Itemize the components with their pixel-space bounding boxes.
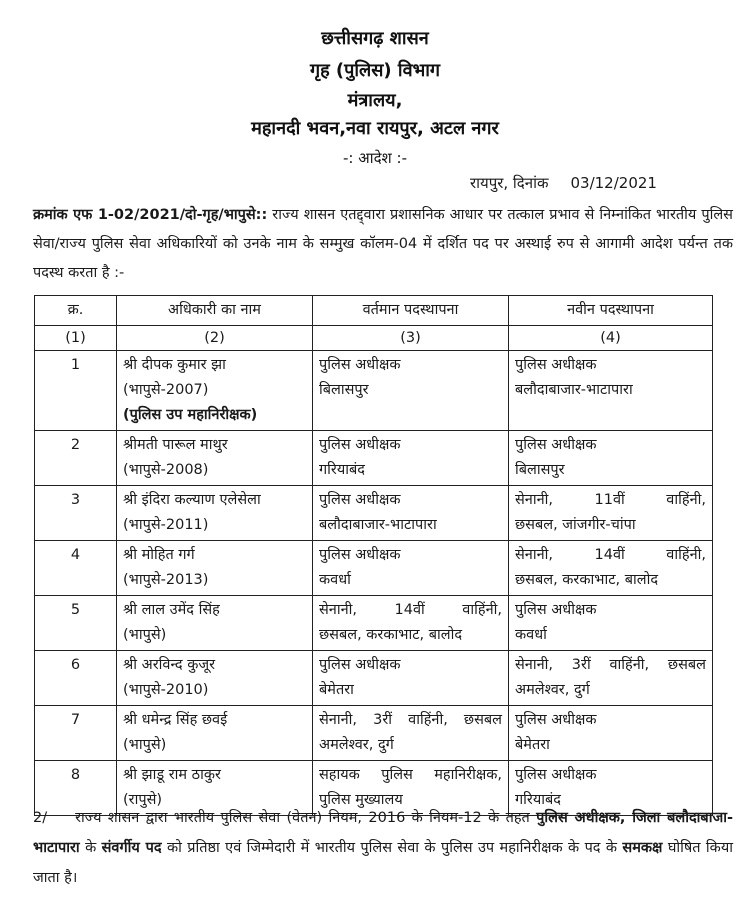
dateline-place: रायपुर, दिनांक bbox=[470, 174, 549, 192]
current-posting-cell bbox=[313, 596, 509, 651]
current-location: छसबल, करकाभाट, बालोद bbox=[319, 627, 463, 643]
paragraph-number: 2/ bbox=[33, 810, 48, 826]
current-post: सहायक पुलिस महानिरीक्षक, bbox=[319, 767, 502, 783]
new-location: कवर्धा bbox=[515, 627, 547, 643]
serial-cell: 4 bbox=[35, 541, 117, 596]
new-post: पुलिस अधीक्षक bbox=[515, 602, 597, 618]
officer-name: श्री झाडू राम ठाकुर bbox=[123, 767, 221, 783]
new-posting-cell bbox=[509, 431, 713, 486]
dateline bbox=[470, 173, 657, 193]
new-location: अमलेश्वर, दुर्ग bbox=[515, 682, 590, 698]
officer-cell bbox=[117, 706, 313, 761]
officer-name: श्री दीपक कुमार झा bbox=[123, 357, 226, 373]
new-post: सेनानी, 11वीं वाहिंनी, bbox=[515, 492, 706, 508]
serial-cell: 8 bbox=[35, 761, 117, 816]
officer-cell bbox=[117, 596, 313, 651]
current-posting-cell bbox=[313, 431, 509, 486]
officer-batch: (भापुसे-2010) bbox=[123, 682, 209, 698]
officer-name: श्री इंदिरा कल्याण एलेसेला bbox=[123, 492, 261, 508]
new-post: पुलिस अधीक्षक bbox=[515, 437, 597, 453]
new-post: पुलिस अधीक्षक bbox=[515, 767, 597, 783]
officer-cell bbox=[117, 651, 313, 706]
current-location: बलौदाबाजार-भाटापारा bbox=[319, 517, 437, 533]
table-row bbox=[35, 596, 713, 651]
new-posting-cell bbox=[509, 486, 713, 541]
serial-cell: 3 bbox=[35, 486, 117, 541]
column-number: (3) bbox=[313, 326, 509, 351]
column-number: (1) bbox=[35, 326, 117, 351]
order-reference-number: क्रमांक एफ 1-02/2021/दो-गृह/भापुसे:: bbox=[33, 207, 268, 223]
header-officer-name: अधिकारी का नाम bbox=[117, 296, 313, 326]
table-row bbox=[35, 431, 713, 486]
new-location: बिलासपुर bbox=[515, 462, 565, 478]
officer-name: श्री लाल उमेंद सिंह bbox=[123, 602, 220, 618]
new-post: सेनानी, 14वीं वाहिंनी, bbox=[515, 547, 706, 563]
current-post: सेनानी, 14वीं वाहिंनी, bbox=[319, 602, 502, 618]
paragraph-2-text-3: को प्रतिष्ठा एवं जिम्मेदारी में भारतीय पुलिस सेवा के पुलिस उप महानिरीक्षक के पद के bbox=[161, 840, 623, 856]
paragraph-2-bold-1: पुलिस अधीक्षक, जिला बलौदाबाजा-भाटापारा bbox=[33, 810, 733, 856]
new-location: छसबल, जांजगीर-चांपा bbox=[515, 517, 636, 533]
current-posting-cell bbox=[313, 486, 509, 541]
new-post: सेनानी, 3रीं वाहिंनी, छसबल bbox=[515, 657, 706, 673]
table-row bbox=[35, 486, 713, 541]
paragraph-2-bold-2: संवर्गीय पद bbox=[101, 840, 162, 856]
officer-batch: (भापुसे) bbox=[123, 737, 167, 753]
officer-cell bbox=[117, 351, 313, 431]
current-location: कवर्धा bbox=[319, 572, 351, 588]
current-location: बेमेतरा bbox=[319, 682, 354, 698]
officer-cell bbox=[117, 431, 313, 486]
header-government: छत्तीसगढ़ शासन bbox=[321, 28, 429, 49]
new-post: पुलिस अधीक्षक bbox=[515, 357, 597, 373]
officer-name: श्री अरविन्द कुजूर bbox=[123, 657, 216, 673]
header-address: महानदी भवन,नवा रायपुर, अटल नगर bbox=[251, 118, 499, 139]
serial-cell: 1 bbox=[35, 351, 117, 431]
header-current-posting: वर्तमान पदस्थापना bbox=[313, 296, 509, 326]
officer-batch: (भापुसे-2011) bbox=[123, 517, 209, 533]
officer-batch: (भापुसे-2008) bbox=[123, 462, 209, 478]
current-location: बिलासपुर bbox=[319, 382, 369, 398]
current-post: पुलिस अधीक्षक bbox=[319, 357, 401, 373]
posting-table bbox=[34, 295, 713, 816]
new-posting-cell bbox=[509, 596, 713, 651]
new-location: बलौदाबाजार-भाटापारा bbox=[515, 382, 633, 398]
new-posting-cell bbox=[509, 351, 713, 431]
table-header-row bbox=[35, 296, 713, 326]
current-posting-cell bbox=[313, 706, 509, 761]
order-paragraph-1-text: राज्य शासन एतद्द्वारा प्रशासनिक आधार पर तत्काल प्रभाव से निम्नांकित भारतीय पुलिस सेवा/राज्य पुलिस सेवा अधिकारियों को उनके नाम के सम्मुख कॉलम-04 में दर्शित पद पर अस्थाई रुप से आगामी आदेश पर्यन्त तक पदस्थ करता है :- bbox=[33, 207, 733, 281]
header-ministry: मंत्रालय, bbox=[347, 90, 403, 111]
new-posting-cell bbox=[509, 541, 713, 596]
paragraph-2-bold-3: समकक्ष bbox=[622, 840, 663, 856]
new-post: पुलिस अधीक्षक bbox=[515, 712, 597, 728]
dateline-date: 03/12/2021 bbox=[570, 174, 657, 192]
current-post: पुलिस अधीक्षक bbox=[319, 657, 401, 673]
current-post: सेनानी, 3रीं वाहिंनी, छसबल bbox=[319, 712, 502, 728]
serial-cell: 7 bbox=[35, 706, 117, 761]
table-row bbox=[35, 541, 713, 596]
column-number: (4) bbox=[509, 326, 713, 351]
officer-batch: (भापुसे-2007) bbox=[123, 382, 209, 398]
officer-cell bbox=[117, 486, 313, 541]
officer-batch: (भापुसे) bbox=[123, 627, 167, 643]
header-new-posting: नवीन पदस्थापना bbox=[509, 296, 713, 326]
new-posting-cell bbox=[509, 651, 713, 706]
current-post: पुलिस अधीक्षक bbox=[319, 492, 401, 508]
header-order-title: -: आदेश :- bbox=[343, 149, 407, 167]
current-location: पुलिस मुख्यालय bbox=[319, 792, 403, 808]
serial-cell: 5 bbox=[35, 596, 117, 651]
table-row bbox=[35, 351, 713, 431]
paragraph-2-text-1: राज्य शासन द्वारा भारतीय पुलिस सेवा (वेतन) नियम, 2016 के नियम-12 के तहत bbox=[75, 810, 537, 826]
officer-cell bbox=[117, 541, 313, 596]
new-posting-cell bbox=[509, 706, 713, 761]
header-serial: क्र. bbox=[35, 296, 117, 326]
officer-batch: (रापुसे) bbox=[123, 792, 163, 808]
officer-rank-note: (पुलिस उप महानिरीक्षक) bbox=[123, 407, 258, 423]
new-location: बेमेतरा bbox=[515, 737, 550, 753]
officer-batch: (भापुसे-2013) bbox=[123, 572, 209, 588]
new-location: गरियाबंद bbox=[515, 792, 561, 808]
order-paragraph-1 bbox=[33, 201, 733, 288]
paragraph-2-text-2: के bbox=[79, 840, 102, 856]
order-paragraph-2 bbox=[33, 803, 733, 893]
serial-cell: 6 bbox=[35, 651, 117, 706]
current-post: पुलिस अधीक्षक bbox=[319, 547, 401, 563]
officer-name: श्री धमेन्द्र सिंह छवई bbox=[123, 712, 228, 728]
table-column-number-row bbox=[35, 326, 713, 351]
current-posting-cell bbox=[313, 651, 509, 706]
column-number: (2) bbox=[117, 326, 313, 351]
serial-cell: 2 bbox=[35, 431, 117, 486]
paragraph-2-text-4: घोषित किया जाता है। bbox=[33, 840, 733, 886]
officer-name: श्री मोहित गर्ग bbox=[123, 547, 195, 563]
current-posting-cell bbox=[313, 351, 509, 431]
current-post: पुलिस अधीक्षक bbox=[319, 437, 401, 453]
table-row bbox=[35, 706, 713, 761]
officer-name: श्रीमती पारूल माथुर bbox=[123, 437, 228, 453]
current-location: अमलेश्वर, दुर्ग bbox=[319, 737, 394, 753]
new-location: छसबल, करकाभाट, बालोद bbox=[515, 572, 659, 588]
table-row bbox=[35, 651, 713, 706]
current-location: गरियाबंद bbox=[319, 462, 365, 478]
current-posting-cell bbox=[313, 541, 509, 596]
header-department: गृह (पुलिस) विभाग bbox=[309, 60, 441, 81]
